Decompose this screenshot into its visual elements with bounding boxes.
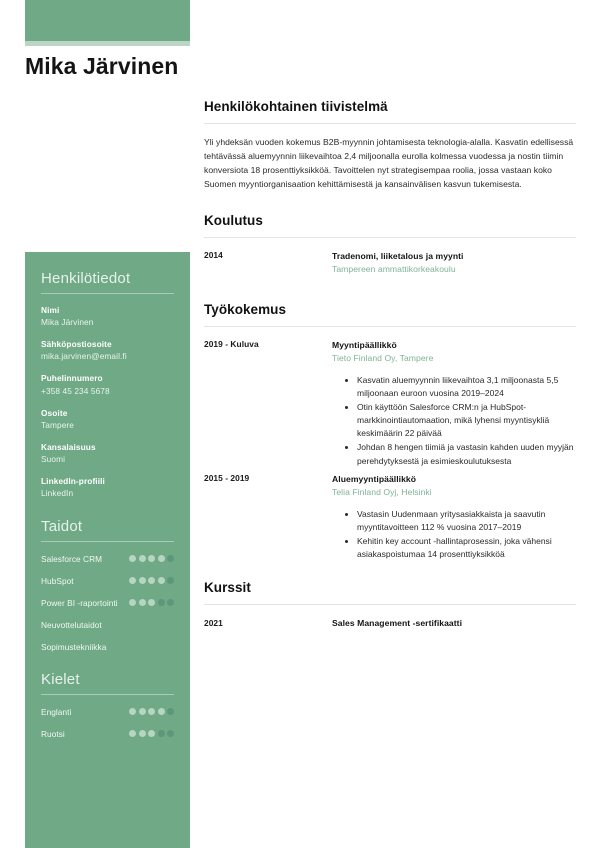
skill-item-label: Sopimustekniikka: [41, 641, 107, 652]
entry-bullet-list: [332, 508, 576, 562]
entry-body: [332, 617, 576, 629]
entry-row: [204, 617, 576, 629]
entry-row: [204, 339, 576, 469]
rating-dot: [148, 708, 155, 715]
rating-dot: [139, 730, 146, 737]
skill-item-rating: [129, 599, 174, 606]
language-item-rating: [129, 708, 174, 715]
contact-item-label: Sähköpostiosoite: [41, 339, 112, 350]
entry-bullet: • Vastasin Uudenmaan yritysasiakkaista ja saavutin myyntitavoitteen 112 % vuosina 2017–2019: [357, 508, 576, 534]
main-content: [204, 0, 576, 633]
entry-bullet: • Kehitin key account -hallintaprosessin, joka vähensi asiakaspoistumaa 14 prosenttiyksikköä: [357, 535, 576, 561]
contact-item: [41, 305, 174, 328]
entry-date: 2015 - 2019: [204, 473, 250, 484]
entry-bullet-list: [332, 374, 576, 468]
entry-bullet: • Kasvatin aluemyynnin liikevaihtoa 3,1 miljoonasta 5,5 miljoonaan euroon vuosina 2019–2024: [357, 374, 576, 400]
contact-item: [41, 442, 174, 465]
contact-item: [41, 476, 174, 499]
rating-dot: [148, 577, 155, 584]
skill-item-rating: [129, 577, 174, 584]
entry-organization: Tieto Finland Oy, Tampere: [332, 352, 434, 363]
entry-body: [332, 339, 576, 469]
languages-list: [41, 706, 174, 739]
entry-bullet: • Johdan 8 hengen tiimiä ja vastasin kahden uuden myyjän perehdytyksestä ja esimieskoulutuksesta: [357, 441, 576, 467]
rating-dot: [148, 730, 155, 737]
section-experience: [204, 280, 576, 563]
summary-heading: Henkilökohtainen tiivistelmä: [204, 99, 388, 114]
contact-item-label: Puhelinnumero: [41, 373, 103, 384]
skill-item: [41, 597, 174, 608]
education-heading: Koulutus: [204, 212, 263, 228]
entry-bullet: • Otin käyttöön Salesforce CRM:n ja HubSpot-markkinointiautomaation, mikä lyhensi myyntisykliä keskimäärin 22 päivää: [357, 401, 576, 441]
contact-item-value: Tampere: [41, 419, 74, 430]
entry-body: [332, 473, 576, 563]
sidebar-skills-title: Taidot: [41, 518, 83, 536]
sidebar-languages-title: Kielet: [41, 671, 80, 689]
rating-dot: [129, 577, 136, 584]
rating-dot: [139, 708, 146, 715]
experience-heading: Työkokemus: [204, 301, 287, 317]
section-education: [204, 192, 576, 276]
rating-dot: [167, 730, 174, 737]
sidebar-section-skills: [41, 518, 174, 652]
rating-dot: [158, 555, 165, 562]
entry-title: Myyntipäällikkö: [332, 339, 397, 350]
page-title: Mika Järvinen: [25, 53, 179, 79]
skill-item-label: Neuvottelutaidot: [41, 619, 102, 630]
entry-title: Tradenomi, liiketalous ja myynti: [332, 250, 464, 261]
entry-row: [204, 473, 576, 563]
rating-dot: [158, 599, 165, 606]
skill-item: [41, 641, 174, 652]
contact-item-value: LinkedIn: [41, 488, 74, 499]
rating-dot: [158, 577, 165, 584]
entry-date: 2014: [204, 250, 223, 261]
experience-entries: [204, 339, 576, 563]
rating-dot: [148, 555, 155, 562]
contact-item: [41, 339, 174, 362]
contact-item-label: Kansalaisuus: [41, 441, 96, 452]
rating-dot: [167, 708, 174, 715]
contact-item-label: Osoite: [41, 407, 68, 418]
language-item-label: Ruotsi: [41, 728, 65, 739]
rating-dot: [139, 577, 146, 584]
skill-item-label: Power BI -raportointi: [41, 597, 118, 608]
divider: [204, 604, 576, 605]
header-accent-underline: [25, 41, 190, 46]
entry-date: 2019 - Kuluva: [204, 339, 259, 350]
entry-date: 2021: [204, 617, 223, 628]
contact-item-value: Suomi: [41, 454, 66, 464]
skills-list: [41, 553, 174, 652]
rating-dot: [139, 599, 146, 606]
contact-list: [41, 305, 174, 499]
skill-item: [41, 553, 174, 564]
rating-dot: [139, 555, 146, 562]
language-item: [41, 728, 174, 739]
entry-row: [204, 250, 576, 276]
skill-item: [41, 619, 174, 630]
rating-dot: [158, 730, 165, 737]
divider: [204, 123, 576, 124]
rating-dot: [158, 708, 165, 715]
contact-item-value: Mika Järvinen: [41, 317, 94, 328]
sidebar: [25, 252, 190, 848]
rating-dot: [129, 555, 136, 562]
contact-item-label: Nimi: [41, 305, 60, 315]
rating-dot: [129, 599, 136, 606]
entry-title: Aluemyyntipäällikkö: [332, 473, 417, 484]
rating-dot: [129, 730, 136, 737]
courses-entries: [204, 617, 576, 629]
rating-dot: [167, 555, 174, 562]
language-item-rating: [129, 730, 174, 737]
section-summary: [204, 0, 576, 192]
sidebar-section-languages: [41, 671, 174, 739]
skill-item-label: HubSpot: [41, 575, 74, 586]
rating-dot: [129, 708, 136, 715]
contact-item-label: LinkedIn-profiili: [41, 476, 105, 487]
divider: [41, 694, 174, 695]
divider: [204, 237, 576, 238]
entry-title: Sales Management -sertifikaatti: [332, 618, 463, 629]
contact-item: [41, 373, 174, 396]
divider: [204, 326, 576, 327]
contact-item-value: mika.jarvinen@email.fi: [41, 351, 127, 362]
divider: [41, 293, 174, 294]
language-item-label: Englanti: [41, 706, 72, 717]
entry-organization: Tampereen ammattikorkeakoulu: [332, 263, 456, 274]
entry-organization: Telia Finland Oyj, Helsinki: [332, 486, 432, 497]
sidebar-section-contact: [41, 270, 174, 499]
language-item: [41, 706, 174, 717]
skill-item: [41, 575, 174, 586]
sidebar-contact-title: Henkilötiedot: [41, 270, 131, 287]
education-entries: [204, 250, 576, 276]
contact-item-value: +358 45 234 5678: [41, 385, 110, 396]
header-accent-block: [25, 0, 190, 41]
skill-item-rating: [129, 555, 174, 562]
courses-heading: Kurssit: [204, 580, 251, 596]
summary-text: Yli yhdeksän vuoden kokemus B2B-myynnin johtamisesta teknologia-alalla. Kasvatin edellisessä tehtävässä aluemyynnin liikevaihtoa 2,4 miljoonalla eurolla kolmessa vuodessa ja nostin tiimin konversiota 18 prosenttiyksikköä. Tavoittelen nyt strategisempaa roolia, jossa vastaan koko Suomen myyntiorganisaation kehittämisestä ja kansainvälisen kasvun tukemisesta.: [204, 137, 574, 189]
entry-body: [332, 250, 576, 276]
divider: [41, 541, 174, 542]
skill-item-label: Salesforce CRM: [41, 553, 103, 564]
rating-dot: [167, 599, 174, 606]
section-courses: [204, 566, 576, 629]
rating-dot: [167, 577, 174, 584]
contact-item: [41, 408, 174, 431]
rating-dot: [148, 599, 155, 606]
